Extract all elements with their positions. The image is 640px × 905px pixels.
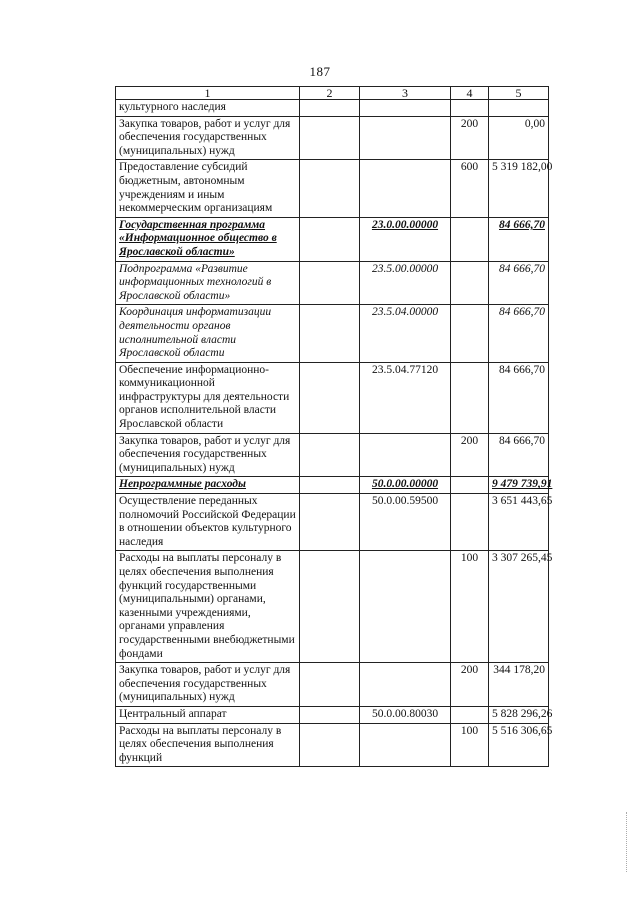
header-col-2: 2 [300, 87, 360, 100]
table-row [116, 116, 549, 160]
row-col-2 [300, 116, 360, 160]
table-row [116, 433, 549, 477]
row-target-code [360, 551, 451, 663]
header-col-4: 4 [451, 87, 489, 100]
row-col-2 [300, 494, 360, 551]
row-target-code: 50.0.00.00000 [360, 477, 451, 494]
row-target-code [360, 100, 451, 117]
row-expense-type: 100 [451, 723, 489, 767]
row-amount: 5 516 306,65 [489, 723, 549, 767]
row-expense-type: 200 [451, 433, 489, 477]
row-amount: 84 666,70 [489, 362, 549, 433]
row-name: Закупка товаров, работ и услуг для обеспечения государственных (муниципальных) нужд [116, 433, 300, 477]
row-expense-type [451, 706, 489, 723]
row-amount: 9 479 739,91 [489, 477, 549, 494]
row-amount [489, 100, 549, 117]
row-target-code [360, 663, 451, 707]
row-amount: 84 666,70 [489, 217, 549, 261]
row-amount: 84 666,70 [489, 305, 549, 362]
row-target-code [360, 723, 451, 767]
table-row [116, 305, 549, 362]
row-col-2 [300, 305, 360, 362]
row-name: Центральный аппарат [116, 706, 300, 723]
row-amount: 3 651 443,65 [489, 494, 549, 551]
row-col-2 [300, 706, 360, 723]
row-target-code [360, 116, 451, 160]
row-col-2 [300, 160, 360, 217]
table-row [116, 663, 549, 707]
table-row [116, 217, 549, 261]
row-amount: 0,00 [489, 116, 549, 160]
header-col-3: 3 [360, 87, 451, 100]
row-col-2 [300, 100, 360, 117]
row-name: Расходы на выплаты персоналу в целях обеспечения выполнения функций [116, 723, 300, 767]
row-name: Координация информатизации деятельности органов исполнительной власти Ярославской области [116, 305, 300, 362]
row-expense-type: 600 [451, 160, 489, 217]
row-amount: 84 666,70 [489, 433, 549, 477]
table-row [116, 160, 549, 217]
row-col-2 [300, 433, 360, 477]
budget-table [115, 86, 553, 767]
row-col-2 [300, 362, 360, 433]
table-row [116, 477, 549, 494]
table-row [116, 100, 549, 117]
row-expense-type: 200 [451, 663, 489, 707]
row-name: Расходы на выплаты персоналу в целях обеспечения выполнения функций государственными (муниципальными) органами, казенными учреждениями, органами управления государственными внебюджетными фондами [116, 551, 300, 663]
row-name: Подпрограмма «Развитие информационных технологий в Ярославской области» [116, 261, 300, 305]
row-expense-type [451, 100, 489, 117]
row-expense-type [451, 217, 489, 261]
row-amount: 3 307 265,45 [489, 551, 549, 663]
table-row [116, 706, 549, 723]
row-name: Закупка товаров, работ и услуг для обеспечения государственных (муниципальных) нужд [116, 116, 300, 160]
row-col-2 [300, 663, 360, 707]
scan-margin-mark [626, 812, 631, 872]
row-target-code [360, 433, 451, 477]
row-expense-type: 100 [451, 551, 489, 663]
row-amount: 84 666,70 [489, 261, 549, 305]
row-target-code: 50.0.00.80030 [360, 706, 451, 723]
table-header-row [116, 87, 549, 100]
row-target-code [360, 160, 451, 217]
row-target-code: 23.5.00.00000 [360, 261, 451, 305]
table-body [116, 100, 553, 767]
row-target-code: 23.5.04.00000 [360, 305, 451, 362]
row-expense-type: 200 [451, 116, 489, 160]
row-name: Предоставление субсидий бюджетным, автономным учреждениям и иным некоммерческим организациям [116, 160, 300, 217]
row-target-code: 23.5.04.77120 [360, 362, 451, 433]
row-col-2 [300, 551, 360, 663]
row-name: Обеспечение информационно-коммуникационной инфраструктуры для деятельности органов исполнительной власти Ярославской области [116, 362, 300, 433]
row-expense-type [451, 477, 489, 494]
row-name: Осуществление переданных полномочий Российской Федерации в отношении объектов культурного наследия [116, 494, 300, 551]
row-expense-type [451, 261, 489, 305]
row-target-code: 23.0.00.00000 [360, 217, 451, 261]
row-target-code: 50.0.00.59500 [360, 494, 451, 551]
table-row [116, 551, 549, 663]
row-expense-type [451, 362, 489, 433]
row-amount: 344 178,20 [489, 663, 549, 707]
table-row [116, 261, 549, 305]
row-name: Непрограммные расходы [116, 477, 300, 494]
row-name: Закупка товаров, работ и услуг для обеспечения государственных (муниципальных) нужд [116, 663, 300, 707]
row-amount: 5 828 296,26 [489, 706, 549, 723]
row-expense-type [451, 305, 489, 362]
page-number: 187 [309, 64, 331, 79]
row-col-2 [300, 261, 360, 305]
row-amount: 5 319 182,00 [489, 160, 549, 217]
table-row [116, 362, 549, 433]
header-col-1: 1 [116, 87, 300, 100]
row-expense-type [451, 494, 489, 551]
row-col-2 [300, 723, 360, 767]
table-row [116, 723, 549, 767]
row-name: культурного наследия [116, 100, 300, 117]
header-col-5: 5 [489, 87, 549, 100]
row-col-2 [300, 217, 360, 261]
table-row [116, 494, 549, 551]
row-name: Государственная программа «Информационное общество в Ярославской области» [116, 217, 300, 261]
row-col-2 [300, 477, 360, 494]
